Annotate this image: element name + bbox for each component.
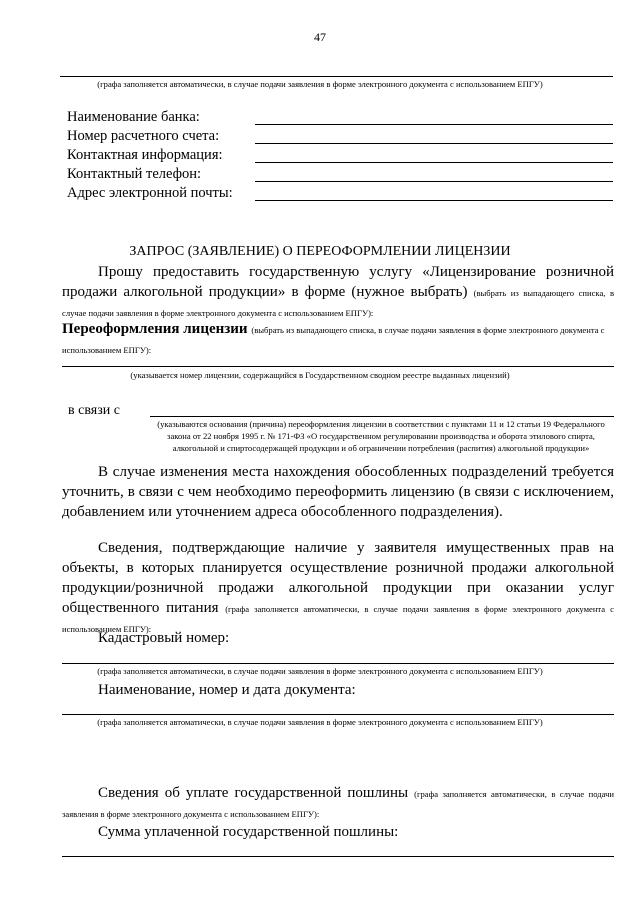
due-to-label: в связи с [68, 403, 120, 418]
cadastral-note: (графа заполняется автоматически, в случае подачи заявления в форме электронного документа с использованием ЕПГУ) [97, 666, 543, 676]
request-paragraph [62, 262, 614, 322]
reissue-note: (выбрать из выпадающего списка, в случае подачи заявления в форме электронного документа с использованием ЕПГУ): [62, 325, 605, 355]
fee-paragraph [62, 783, 614, 823]
document-note: (графа заполняется автоматически, в случае подачи заявления в форме электронного документа с использованием ЕПГУ) [97, 717, 543, 727]
phone-label: Контактный телефон: [67, 166, 202, 182]
document-field[interactable] [62, 714, 614, 715]
contact-info-field[interactable] [255, 162, 613, 163]
cadastral-label: Кадастровый номер: [98, 630, 230, 646]
email-field[interactable] [255, 200, 613, 201]
reissue-block [62, 319, 614, 359]
document-label: Наименование, номер и дата документа: [98, 682, 356, 698]
property-paragraph [62, 538, 614, 638]
license-number-field[interactable] [62, 366, 614, 367]
top-field-line [60, 76, 613, 77]
email-label: Адрес электронной почты: [67, 185, 233, 201]
fee-amount-field[interactable] [62, 856, 614, 857]
property-paragraph-note: (графа заполняется автоматически, в случае подачи заявления в форме электронного документа с использованием ЕПГУ): [62, 604, 614, 634]
account-number-label: Номер расчетного счета: [67, 128, 220, 144]
bank-name-label: Наименование банка: [67, 109, 200, 125]
phone-field[interactable] [255, 181, 613, 182]
top-field-note: (графа заполняется автоматически, в случае подачи заявления в форме электронного документа с использованием ЕПГУ) [97, 79, 543, 89]
fee-amount-label: Сумма уплаченной государственной пошлины: [98, 824, 399, 840]
reissue-label: Переоформления лицензии [62, 321, 248, 337]
property-paragraph-text: Сведения, подтверждающие наличие у заявителя имущественных прав на объекты, в которых планируется осуществление розничной продажи алкогольной продукции/розничной продажи алкогольной продукции при оказании услуг общественного питания [62, 540, 614, 616]
request-paragraph-note: (выбрать из выпадающего списка, в случае подачи заявления в форме электронного документа с использованием ЕПГУ): [62, 288, 615, 318]
license-number-note: (указывается номер лицензии, содержащийся в Государственном сводном реестре выданных лицензий) [130, 370, 510, 380]
contact-info-label: Контактная информация: [67, 147, 223, 163]
change-paragraph: В случае изменения места нахождения обособленных подразделений требуется уточнить, в связи с чем необходимо переоформить лицензию (в связи с исключением, добавлением или уточнением адреса обособленного подразделения). [62, 464, 614, 520]
cadastral-field[interactable] [62, 663, 614, 664]
request-title: ЗАПРОС (ЗАЯВЛЕНИЕ) О ПЕРЕОФОРМЛЕНИИ ЛИЦЕНЗИИ [129, 244, 511, 259]
due-to-note: (указываются основания (причина) переоформления лицензии в соответствии с пунктами 11 и 12 статьи 19 Федерального закона от 22 ноября 1995 г. № 171-ФЗ «О государственном регулировании производства и оборота этилового спирта, алкогольной и спиртосодержащей продукции и об ограничении потребления (распития) алкогольной продукции» [157, 419, 605, 453]
page-number: 47 [314, 30, 326, 44]
due-to-field[interactable] [150, 416, 614, 417]
bank-name-field[interactable] [255, 124, 613, 125]
request-paragraph-text: Прошу предоставить государственную услугу «Лицензирование розничной продажи алкогольной продукции» в форме (нужное выбрать) [62, 264, 614, 300]
account-number-field[interactable] [255, 143, 613, 144]
fee-paragraph-text: Сведения об уплате государственной пошлины [98, 785, 409, 801]
fee-paragraph-note: (графа заполняется автоматически, в случае подачи заявления в форме электронного документа с использованием ЕПГУ): [62, 789, 615, 819]
